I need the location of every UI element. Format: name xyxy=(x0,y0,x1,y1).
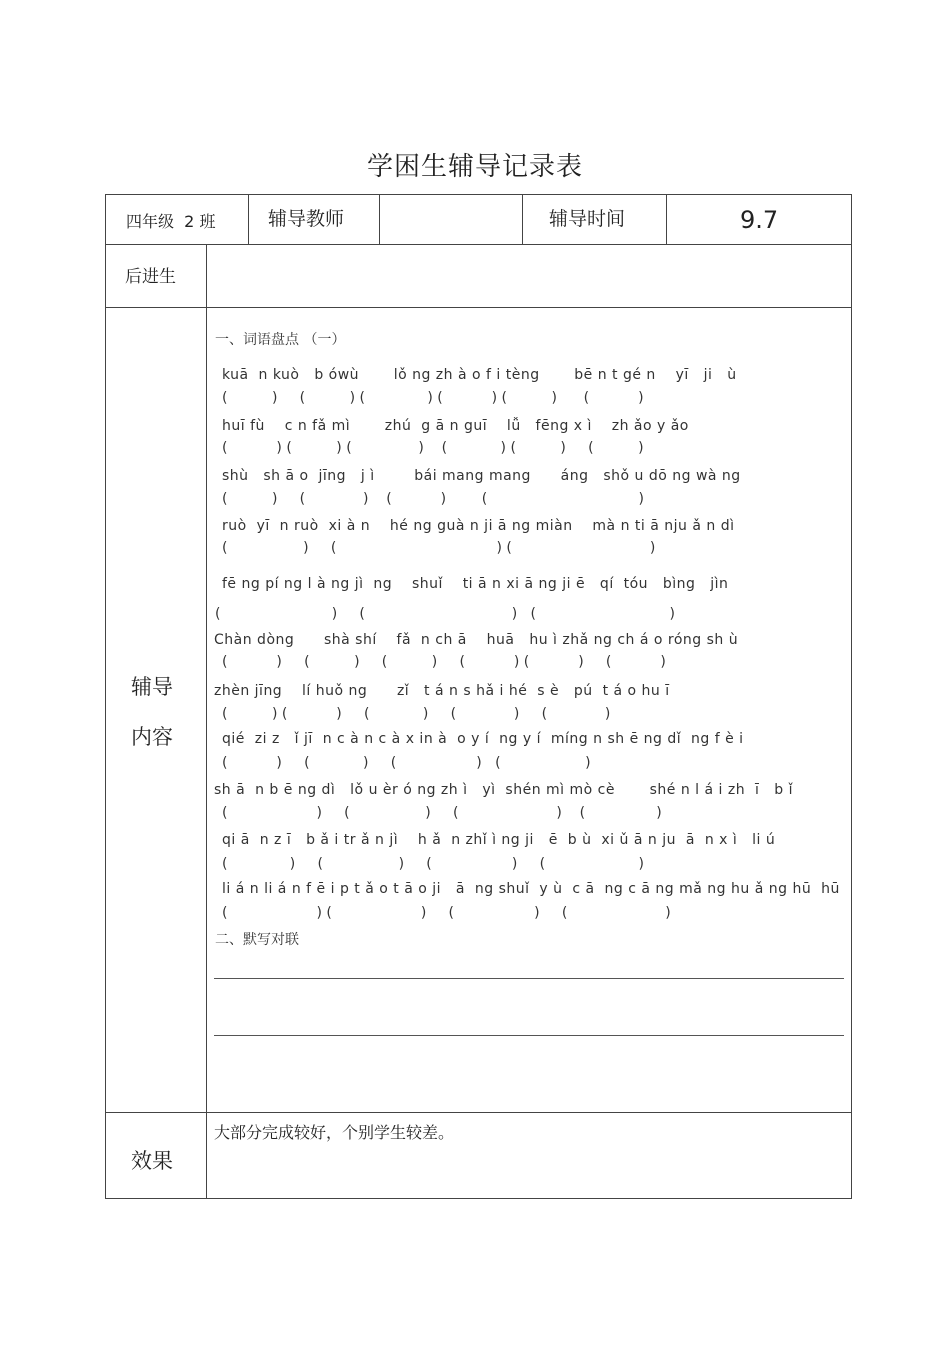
pinyin-row: zhèn jīng lí huǒ ng zǐ t á n s hǎ i hé s è pú t á o hu ī xyxy=(214,683,670,699)
pinyin-row: qié zi z ǐ jī n c à n c à x in à o y í ng y í míng n sh ē ng dǐ ng f è i xyxy=(222,731,744,747)
time-label: 辅导时间 xyxy=(549,208,626,230)
answer-brackets: ( ) ( ) ( ) ( ) ( ) ( ) xyxy=(222,440,644,456)
answer-brackets: ( ) ( ) ( ) ( ) xyxy=(222,755,591,771)
col-divider xyxy=(666,194,667,244)
class-name: 四年级 2 班 xyxy=(126,212,216,231)
page-title: 学困生辅导记录表 xyxy=(366,152,583,182)
answer-brackets: ( ) ( ) ( ) ( ) xyxy=(222,805,662,821)
pinyin-row: kuā n kuò b ówù lǒ ng zh à o f i tèng bē n t gé n yī ji ù xyxy=(222,367,737,383)
teacher-label: 辅导教师 xyxy=(268,208,345,230)
effect-label: 效果 xyxy=(131,1149,173,1173)
content-label-line2: 内容 xyxy=(131,725,173,749)
pinyin-row: qi ā n z ī b ǎ i tr ǎ n jì h ǎ n zhǐ ì ng ji ē b ù xi ǔ ā n ju ā n x ì li ú xyxy=(222,832,776,848)
answer-brackets: ( ) ( ) ( ) ( ) ( ) ( ) xyxy=(222,654,666,670)
answer-brackets: ( ) ( ) ( ) xyxy=(222,540,656,556)
answer-brackets: ( ) ( ) ( ) ( ) xyxy=(222,856,644,872)
effect-value: 大部分完成较好，个别学生较差。 xyxy=(214,1123,455,1142)
col-divider xyxy=(522,194,523,244)
col-divider xyxy=(248,194,249,244)
pinyin-row: shù sh ā o jīng j ì bái mang mang áng shǒ u dō ng wà ng xyxy=(222,468,741,484)
students-label: 后进生 xyxy=(125,267,176,287)
time-value: 9.7 xyxy=(740,206,779,234)
couplet-writing-line-1[interactable] xyxy=(214,978,844,979)
answer-brackets: ( ) ( ) ( ) ( ) ( ) xyxy=(222,706,611,722)
row-divider xyxy=(105,1112,852,1113)
pinyin-row: Chàn dòng shà shí fǎ n ch ā huā hu ì zhǎ ng ch á o róng sh ù xyxy=(214,632,739,648)
row-divider xyxy=(105,244,852,245)
col-divider xyxy=(206,244,207,1199)
couplet-writing-line-2[interactable] xyxy=(214,1035,844,1036)
pinyin-row: fē ng pí ng l à ng jì ng shuǐ ti ā n xi ā ng ji ē qí tóu bìng jìn xyxy=(222,576,729,592)
answer-brackets: ( ) ( ) ( ) xyxy=(215,606,675,622)
pinyin-row: sh ā n b ē ng dì lǒ u èr ó ng zh ì yì shén mì mò cè shé n l á i zh ī b ǐ xyxy=(214,782,793,798)
section1-title: 一、词语盘点 （一） xyxy=(215,332,346,348)
row-divider xyxy=(105,307,852,308)
pinyin-row: ruò yī n ruò xi à n hé ng guà n ji ā ng miàn mà n ti ā nju ǎ n dì xyxy=(222,518,735,534)
col-divider xyxy=(379,194,380,244)
section2-title: 二、默写对联 xyxy=(215,932,299,948)
answer-brackets: ( ) ( ) ( ) ( ) ( ) ( ) xyxy=(222,390,644,406)
answer-brackets: ( ) ( ) ( ) ( ) xyxy=(222,491,644,507)
pinyin-row: huī fù c n fǎ mì zhú g ā n guī lǚ fēng x ì zh ǎo y ǎo xyxy=(222,418,689,434)
pinyin-row: li á n li á n f ē i p t ǎ o t ā o ji ā ng shuǐ y ù c ā ng c ā ng mǎ ng hu ǎ ng hū hū xyxy=(222,881,840,897)
content-label-line1: 辅导 xyxy=(131,675,173,699)
answer-brackets: ( ) ( ) ( ) ( ) xyxy=(222,905,671,921)
